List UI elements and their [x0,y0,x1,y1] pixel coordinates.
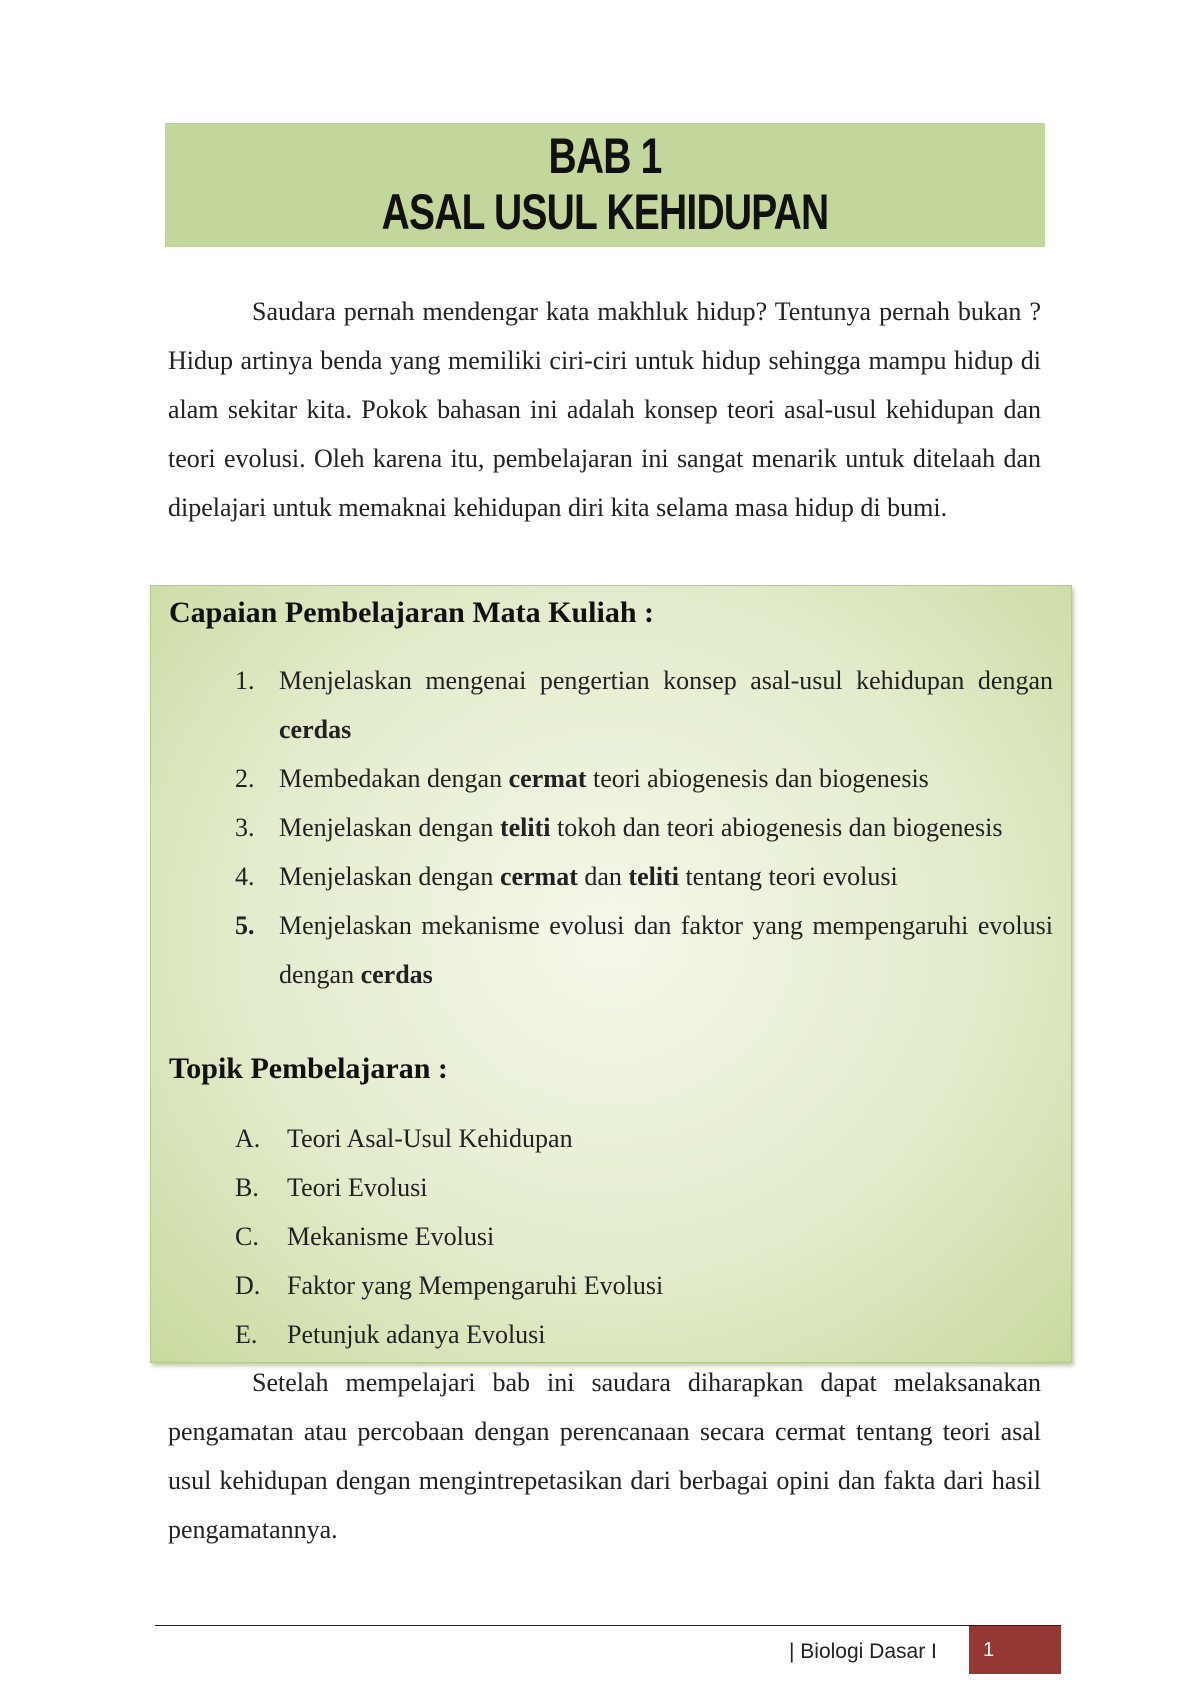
topic-text: Teori Evolusi [287,1173,428,1202]
outcome-item [151,656,1071,754]
footer-book-title: | Biologi Dasar I [789,1640,937,1663]
outcome-number: 4. [235,862,255,891]
topic-item [151,1212,1071,1261]
outcomes-list [151,656,1071,999]
outcome-text: Menjelaskan mekanisme evolusi dan faktor yang mempengaruhi evolusi dengan [279,911,1053,989]
outcome-item [151,754,1071,803]
outcome-text: Menjelaskan mengenai pengertian konsep asal-usul kehidupan dengan [279,666,1053,695]
closing-paragraph [168,1358,1041,1554]
topic-letter: C. [235,1222,259,1251]
topic-item [151,1261,1071,1310]
outcome-emphasis: cermat [508,764,587,793]
outcome-emphasis: cerdas [279,715,352,744]
outcome-text: Menjelaskan dengan [279,813,500,842]
intro-paragraph-text: Saudara pernah mendengar kata makhluk hidup? Tentunya pernah bukan ? Hidup artinya benda yang memiliki ciri-ciri untuk hidup sehingga mampu hidup di alam sekitar kita. Pokok bahasan ini adalah konsep teori asal-usul kehidupan dan teori evolusi. Oleh karena itu, pembelajaran ini sangat menarik untuk ditelaah dan dipelajari untuk memaknai kehidupan diri kita selama masa hidup di bumi. [168,297,1041,522]
topic-letter: A. [235,1124,261,1153]
topics-list [151,1114,1071,1359]
topics-heading: Topik Pembelajaran : [169,1052,448,1085]
closing-paragraph-text: Setelah mempelajari bab ini saudara diharapkan dapat melaksanakan pengamatan atau percobaan dengan perencanaan secara cermat tentang teori asal usul kehidupan dengan mengintrepetasikan dari berbagai opini dan fakta dari hasil pengamatannya. [168,1368,1041,1544]
outcome-item [151,803,1071,852]
chapter-title: ASAL USUL KEHIDUPAN [381,184,829,240]
outcome-text-end: teori abiogenesis dan biogenesis [586,764,929,793]
topic-text: Teori Asal-Usul Kehidupan [287,1124,573,1153]
outcome-number: 1. [235,666,255,695]
outcome-item [151,901,1071,999]
footer-divider [155,1625,1061,1626]
outcome-number: 3. [235,813,255,842]
topic-item [151,1163,1071,1212]
topic-item [151,1310,1071,1359]
chapter-title-banner [165,123,1045,247]
outcome-emphasis: teliti [499,813,551,842]
outcome-number: 2. [235,764,255,793]
outcome-emphasis: teliti [628,862,679,891]
topic-letter: B. [235,1173,259,1202]
topic-text: Faktor yang Mempengaruhi Evolusi [287,1271,664,1300]
outcomes-heading: Capaian Pembelajaran Mata Kuliah : [169,596,654,629]
outcome-text-end: tentang teori evolusi [678,862,898,891]
outcome-text-end: tokoh dan teori abiogenesis dan biogenesis [550,813,1003,842]
learning-outcomes-box [150,585,1072,1363]
outcome-text-middle: dan [577,862,629,891]
outcome-emphasis: cermat [499,862,578,891]
outcome-text: Menjelaskan dengan [279,862,500,891]
topic-letter: D. [235,1271,261,1300]
outcome-item [151,852,1071,901]
topic-item [151,1114,1071,1163]
outcome-emphasis: cerdas [360,960,433,989]
topic-letter: E. [235,1320,258,1349]
outcome-number: 5. [235,911,255,940]
outcome-text: Membedakan dengan [279,764,509,793]
chapter-number: BAB 1 [548,128,662,184]
intro-paragraph [168,287,1041,532]
topic-text: Mekanisme Evolusi [287,1222,495,1251]
page-number: 1 [969,1626,1061,1674]
topic-text: Petunjuk adanya Evolusi [287,1320,546,1349]
